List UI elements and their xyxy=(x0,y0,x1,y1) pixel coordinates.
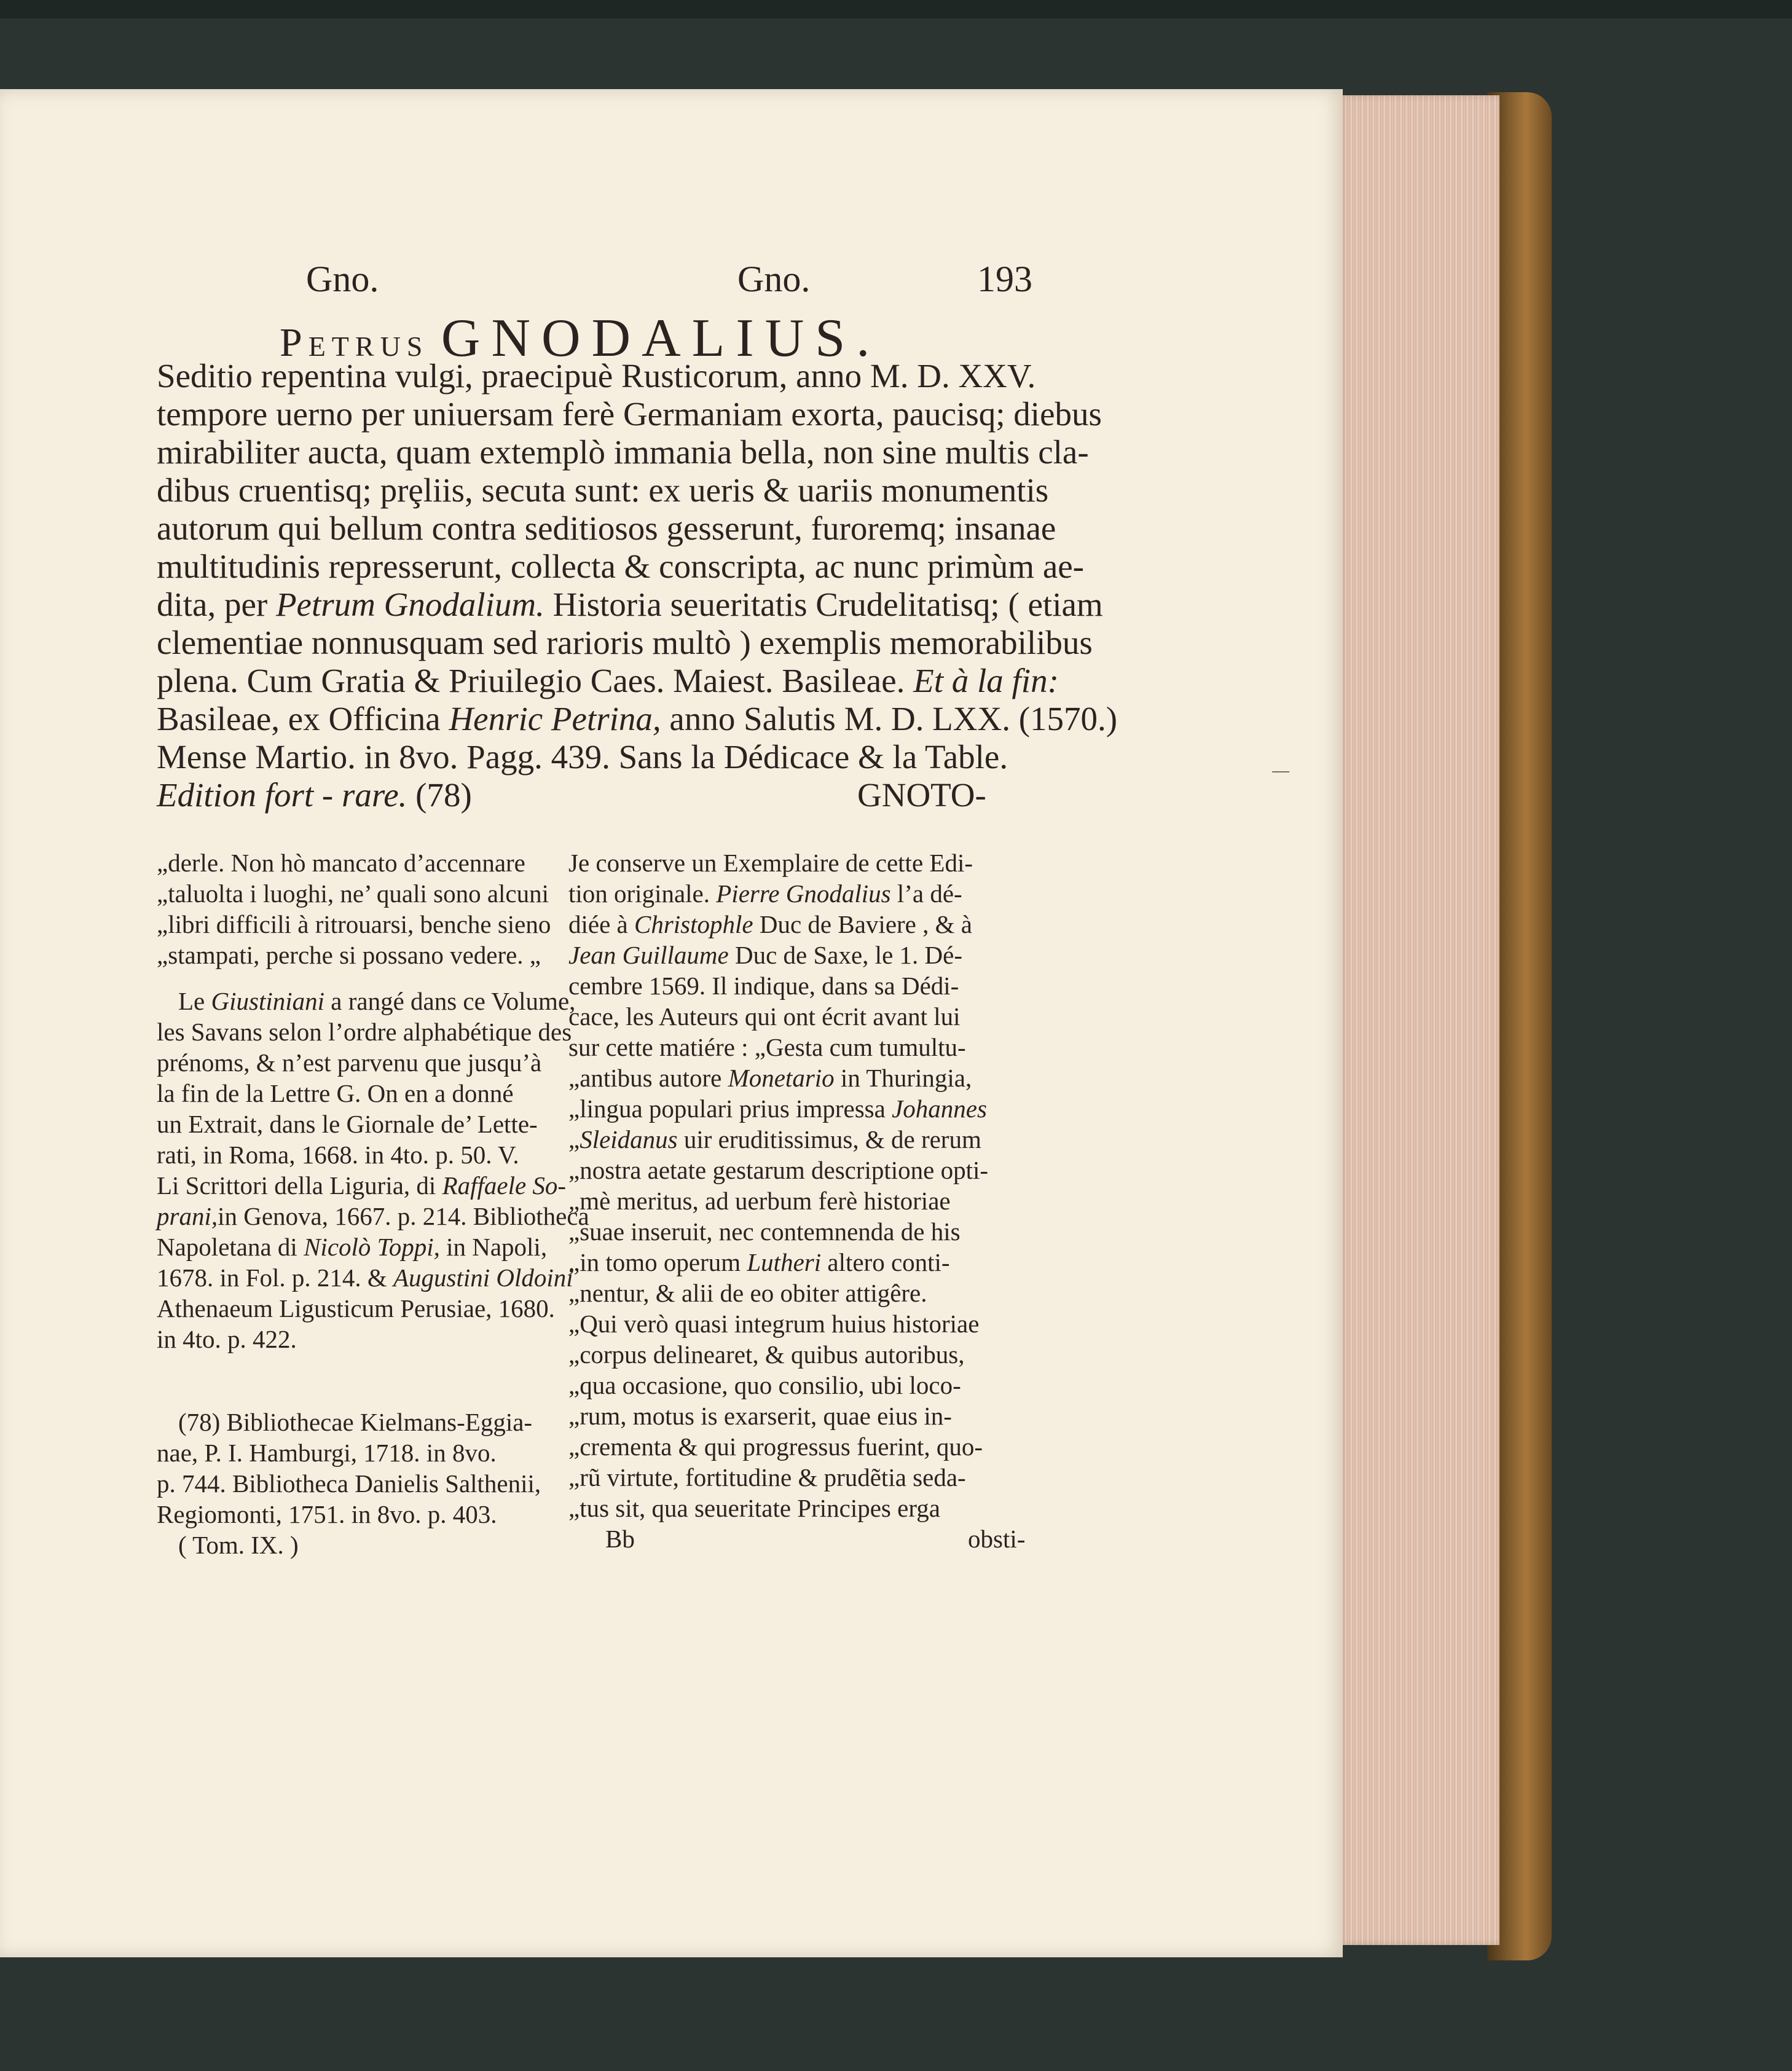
main-line-text: anno Salutis M. D. LXX. (1570.) xyxy=(661,700,1118,737)
entry-title-prefix: Petrus xyxy=(280,320,429,365)
right-text: uir eruditissimus, & de rerum xyxy=(677,1125,981,1153)
footnote-line: p. 744. Bibliotheca Danielis Salthenii, xyxy=(157,1469,541,1498)
main-line-italic: Edition fort - rare. xyxy=(157,776,407,814)
right-line xyxy=(568,879,962,908)
left-para-line xyxy=(157,1201,589,1231)
left-text: 1678. in Fol. p. 214. & xyxy=(157,1263,393,1292)
left-italic: Augustini Oldoini xyxy=(393,1263,573,1292)
main-line: multitudinis represserunt, collecta & conscripta, ac nunc primùm ae- xyxy=(157,548,1084,585)
left-quote-line: „libri difficili à ritrouarsi, benche sieno xyxy=(157,910,551,938)
left-quote-line: „derle. Non hò mancato d’accennare xyxy=(157,849,525,877)
left-para-line: les Savans selon l’ordre alphabétique des xyxy=(157,1018,572,1046)
right-text: tion originale. xyxy=(568,879,717,908)
right-line: „suae inseruit, nec contemnenda de his xyxy=(568,1217,961,1246)
signature-mark: Bb xyxy=(605,1525,635,1553)
left-text: Le xyxy=(178,987,211,1015)
catchword-top: GNOTO- xyxy=(857,776,986,814)
right-line: „crementa & qui progressus fuerint, quo- xyxy=(568,1432,983,1461)
footnote-line: (78) Bibliothecae Kielmans-Eggia- xyxy=(178,1408,533,1436)
right-line: „rũ virtute, fortitudine & prudẽtia seda- xyxy=(568,1463,966,1491)
right-line: „rum, motus is exarserit, quae eius in- xyxy=(568,1402,952,1430)
right-text: „ xyxy=(568,1125,580,1153)
right-line xyxy=(568,940,962,970)
left-para-line: in 4to. p. 422. xyxy=(157,1325,297,1353)
main-line xyxy=(157,776,472,814)
left-quote-line: „stampati, perche si possano vedere. „ xyxy=(157,941,541,969)
right-line: „nostra aetate gestarum descriptione opti- xyxy=(568,1156,989,1184)
left-para-line: Athenaeum Ligusticum Perusiae, 1680. xyxy=(157,1294,555,1322)
footnote-line: Regiomonti, 1751. in 8vo. p. 403. xyxy=(157,1500,497,1528)
left-text: in Napoli, xyxy=(439,1233,548,1261)
author-name: Petrum Gnodalium. xyxy=(275,586,544,623)
footnote-line: nae, P. I. Hamburgi, 1718. in 8vo. xyxy=(157,1439,497,1467)
right-italic: Monetario xyxy=(728,1064,835,1092)
main-line-text: Historia seueritatis Crudelitatisq; ( etiam xyxy=(544,586,1103,623)
left-para-line: la fin de la Lettre G. On en a donné xyxy=(157,1079,514,1107)
main-line: mirabiliter aucta, quam extemplò immania bella, non sine multis cla- xyxy=(157,433,1089,471)
left-italic: Giustiniani xyxy=(211,987,325,1015)
main-line: tempore uerno per uniuersam ferè Germaniam exorta, paucisq; diebus xyxy=(157,395,1102,433)
tome-label: ( Tom. IX. ) xyxy=(178,1531,299,1559)
right-line xyxy=(568,1063,972,1093)
main-line: dibus cruentisq; prȩliis, secuta sunt: ex ueris & uariis monumentis xyxy=(157,471,1049,509)
main-line-text: Basileae, ex Officina xyxy=(157,700,449,737)
main-line-text: plena. Cum Gratia & Priuilegio Caes. Maiest. Basileae. xyxy=(157,662,914,699)
printer-name: Henric Petrina, xyxy=(449,700,661,737)
right-text: „in tomo operum xyxy=(568,1248,747,1276)
left-italic: Raffaele So- xyxy=(442,1171,567,1200)
right-italic: Sleidanus xyxy=(580,1125,678,1153)
footnote-ref: (78) xyxy=(407,776,472,814)
left-text: a rangé dans ce Volume, xyxy=(324,987,576,1015)
right-line xyxy=(568,910,972,939)
main-line xyxy=(157,585,1103,624)
right-text: „antibus autore xyxy=(568,1064,728,1092)
right-line: cembre 1569. Il indique, dans sa Dédi- xyxy=(568,972,959,1000)
left-text: Napoletana di xyxy=(157,1233,304,1261)
main-line: Mense Martio. in 8vo. Pagg. 439. Sans la Dédicace & la Table. xyxy=(157,738,1008,776)
left-para-line xyxy=(157,1232,547,1262)
left-text: in Genova, 1667. p. 214. Bibliotheca xyxy=(218,1202,589,1230)
left-italic: prani, xyxy=(157,1202,218,1230)
left-para-line: rati, in Roma, 1668. in 4to. p. 50. V. xyxy=(157,1141,519,1169)
right-line xyxy=(568,1125,981,1154)
right-italic: Christophle xyxy=(634,910,753,938)
left-para-line: prénoms, & n’est parvenu que jusqu’à xyxy=(157,1048,542,1077)
right-line: „mè meritus, ad uerbum ferè historiae xyxy=(568,1187,951,1215)
right-line: cace, les Auteurs qui ont écrit avant lui xyxy=(568,1002,961,1031)
right-text: Duc de Saxe, le 1. Dé- xyxy=(728,941,962,969)
right-italic: Johannes xyxy=(892,1094,987,1123)
main-line: autorum qui bellum contra seditiosos gesserunt, furoremq; insanae xyxy=(157,509,1056,547)
right-italic: Jean Guillaume xyxy=(568,941,729,969)
left-para-line xyxy=(178,986,575,1016)
catchword-bottom: obsti- xyxy=(968,1525,1026,1553)
page-number: 193 xyxy=(977,259,1032,299)
margin-mark xyxy=(1272,771,1289,772)
right-text: altero conti- xyxy=(821,1248,950,1276)
header-left: Gno. xyxy=(306,259,379,299)
right-text: in Thuringia, xyxy=(834,1064,972,1092)
right-text: diée à xyxy=(568,910,634,938)
header-center: Gno. xyxy=(737,259,811,299)
right-line: „corpus delinearet, & quibus autoribus, xyxy=(568,1340,965,1369)
main-line xyxy=(157,699,1117,738)
right-line: „nentur, & alii de eo obiter attigêre. xyxy=(568,1279,927,1307)
left-para-line xyxy=(157,1171,566,1200)
right-line: sur cette matiére : „Gesta cum tumultu- xyxy=(568,1033,966,1061)
right-line: Je conserve un Exemplaire de cette Edi- xyxy=(568,849,973,877)
left-quote-line: „taluolta i luoghi, ne’ quali sono alcuni xyxy=(157,879,549,908)
left-text: Li Scrittori della Liguria, di xyxy=(157,1171,442,1200)
main-line-text: dita, per xyxy=(157,586,276,623)
right-italic: Lutheri xyxy=(747,1248,822,1276)
right-text: Duc de Baviere , & à xyxy=(753,910,972,938)
left-para-line xyxy=(157,1263,573,1292)
main-line xyxy=(157,661,1059,700)
main-line: Seditio repentina vulgi, praecipuè Rusticorum, anno M. D. XXV. xyxy=(157,357,1036,395)
left-para-line: un Extrait, dans le Giornale de’ Lette- xyxy=(157,1110,538,1138)
right-line: „qua occasione, quo consilio, ubi loco- xyxy=(568,1371,961,1399)
right-italic: Pierre Gnodalius xyxy=(716,879,891,908)
right-line: „Qui verò quasi integrum huius historiae xyxy=(568,1310,980,1338)
main-line-italic: Et à la fin: xyxy=(913,662,1059,699)
left-italic: Nicolò Toppi, xyxy=(304,1233,440,1261)
right-line xyxy=(568,1248,950,1277)
right-text: „lingua populari prius impressa xyxy=(568,1094,892,1123)
right-text: l’a dé- xyxy=(890,879,962,908)
entry-title-name: GNODALIUS. xyxy=(441,308,881,368)
right-line xyxy=(568,1094,987,1123)
right-line: „tus sit, qua seueritate Principes erga xyxy=(568,1494,940,1522)
main-line: clementiae nonnusquam sed rarioris multò ) exemplis memorabilibus xyxy=(157,624,1093,661)
